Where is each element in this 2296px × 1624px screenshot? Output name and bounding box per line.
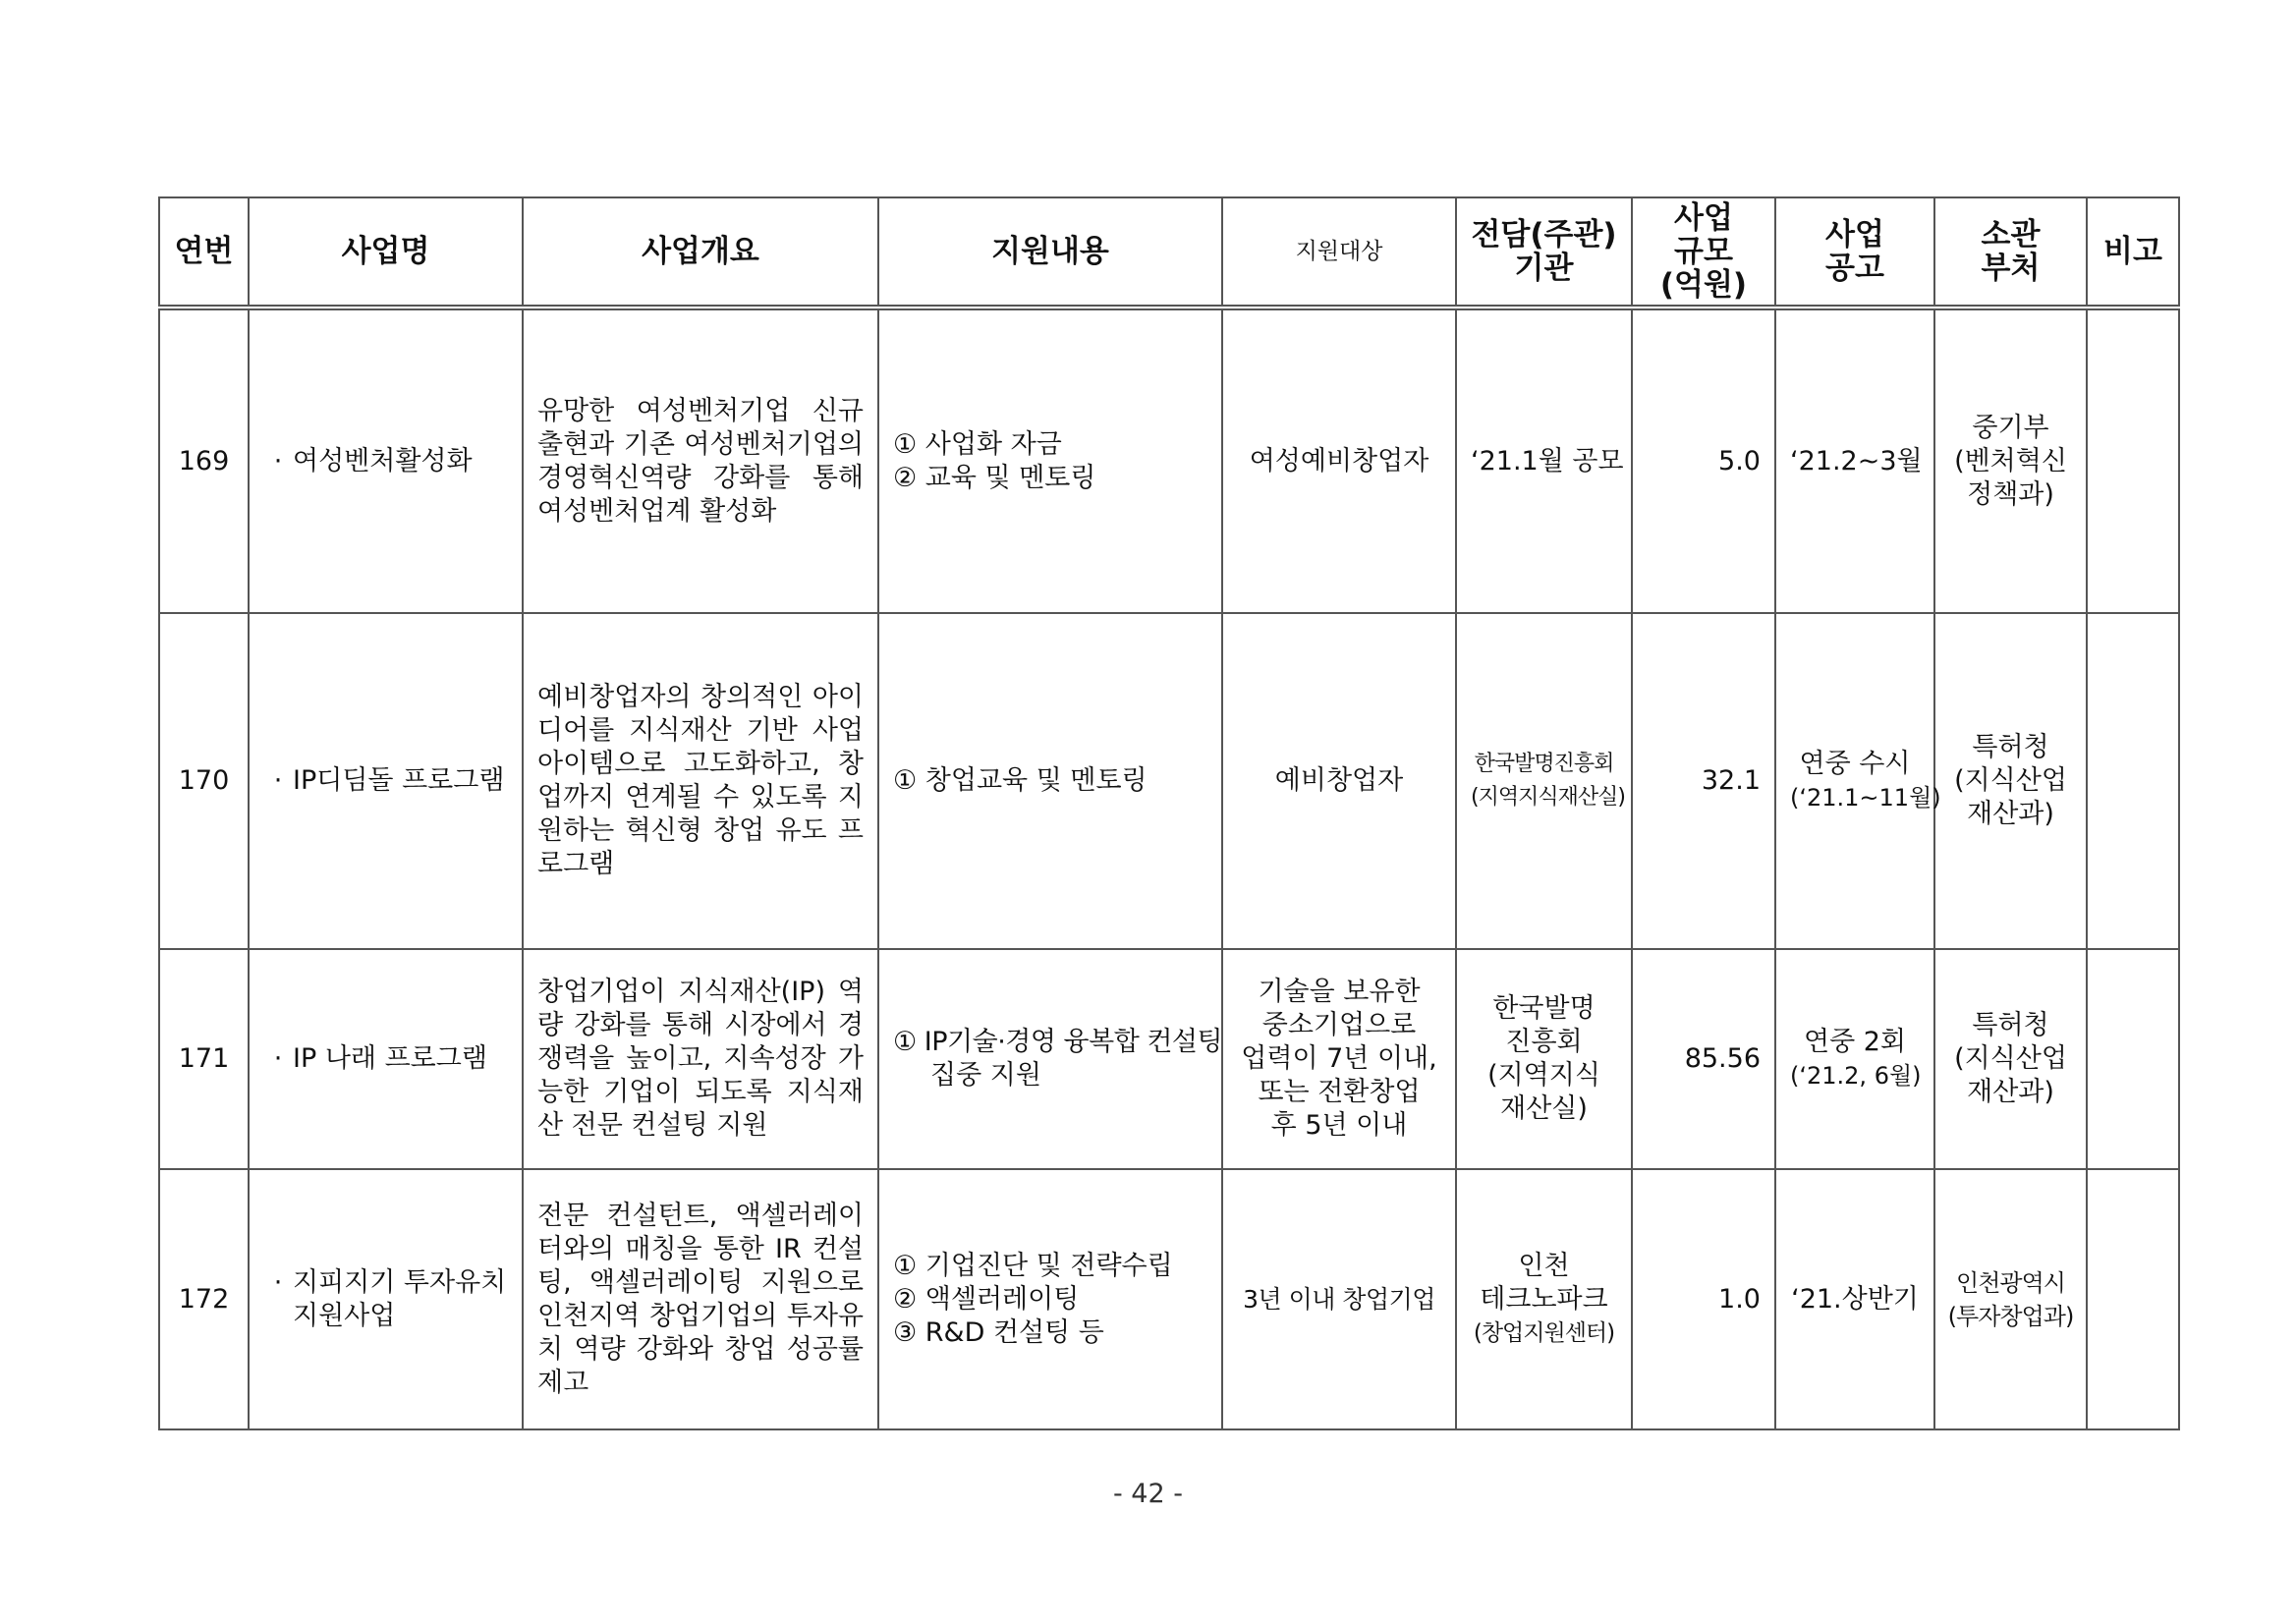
row-support [878,1169,1222,1429]
row-ministry [1934,613,2087,949]
header-name: 사업명 [249,197,523,308]
agency-line: 테크노파크 [1480,1283,1608,1315]
announcement-line: ‘21.2~3월 [1790,445,1923,476]
row-budget: 85.56 [1632,949,1775,1169]
announcement-line: 연중 수시 [1799,749,1911,779]
ministry-line: (지식산업 [1954,1043,2067,1074]
row-support [878,613,1222,949]
announcement-line: ‘21.상반기 [1791,1283,1919,1315]
support-item: ① 사업화 자금 [893,428,1062,460]
row-budget: 32.1 [1632,613,1775,949]
row-target [1222,949,1456,1169]
ministry-line: 특허청 [1972,1010,2049,1040]
row-ministry [1934,949,2087,1169]
ministry-line: 특허청 [1972,732,2049,762]
target-line: 후 5년 이내 [1270,1110,1408,1141]
ministry-line: (지식산업 [1954,765,2067,796]
row-name-text: 여성벤처활성화 [293,445,473,476]
row-announcement [1775,308,1934,613]
row-note [2087,308,2179,613]
row-announcement [1775,1169,1934,1429]
row-name: · IP디딤돌 프로그램 [249,613,523,949]
agency-line: 인천 [1518,1250,1570,1281]
ministry-line: 인천광역시 [1956,1268,2065,1297]
row-name-text: 지원사업 [293,1300,396,1331]
row-overview: 전문 컨설턴트, 액셀러레이터와의 매칭을 통한 IR 컨설팅, 액셀러레이팅 지원으로 인천지역 창업기업의 투자유치 역량 강화와 창업 성공률 제고 [523,1169,878,1429]
announcement-line: 연중 2회 [1803,1027,1906,1057]
row-target: 예비창업자 [1222,613,1456,949]
row-name-text: IP디딤돌 프로그램 [293,765,505,796]
support-item: ② 교육 및 멘토링 [893,462,1096,493]
row-overview: 유망한 여성벤처기업 신규 출현과 기존 여성벤처기업의 경영혁신역량 강화를 통해 여성벤처업계 활성화 [523,308,878,613]
row-note [2087,613,2179,949]
program-table [158,196,2180,1430]
header-budget: 사업 규모 (억원) [1632,197,1775,308]
support-item: ② 액셀러레이팅 [893,1283,1080,1315]
ministry-line: 정책과) [1967,478,2054,510]
agency-line: (지역지식 [1487,1060,1600,1091]
row-overview: 창업기업이 지식재산(IP) 역량 강화를 통해 시장에서 경쟁력을 높이고, 지속성장 가능한 기업이 되도록 지식재산 전문 컨설팅 지원 [523,949,878,1169]
row-note [2087,1169,2179,1429]
ministry-line: 중기부 [1972,412,2049,443]
header-ministry: 소관 부처 [1934,197,2087,308]
row-support [878,949,1222,1169]
agency-line: 한국발명 [1492,993,1596,1024]
agency-line: 한국발명진흥회 [1474,752,1614,776]
row-no: 172 [159,1169,249,1429]
row-budget: 5.0 [1632,308,1775,613]
row-ministry [1934,308,2087,613]
target-line: 또는 전환창업 [1258,1077,1421,1107]
header-target: 지원대상 [1222,197,1456,308]
agency-line: (지역지식재산실) [1471,785,1625,810]
row-agency [1456,949,1632,1169]
header-agency: 전담(주관) 기관 [1456,197,1632,308]
support-item: 집중 지원 [930,1060,1041,1091]
row-agency [1456,308,1632,613]
row-no: 169 [159,308,249,613]
target-line: 업력이 7년 이내, [1241,1043,1437,1074]
support-item: ① IP기술·경영 융복합 컨설팅 [893,1027,1223,1057]
row-ministry [1934,1169,2087,1429]
support-item: ① 창업교육 및 멘토링 [893,765,1148,796]
header-note: 비고 [2087,197,2179,308]
row-name: · 지피지기 투자유치 지원사업 [249,1169,523,1429]
row-no: 171 [159,949,249,1169]
row-announcement [1775,949,1934,1169]
header-row [159,197,2179,308]
row-agency [1456,1169,1632,1429]
agency-line: ‘21.1월 공모 [1471,445,1624,476]
agency-line: 재산실) [1500,1093,1588,1124]
table-row [159,308,2179,613]
row-name-text: 지피지기 투자유치 [293,1266,507,1298]
table-row [159,1169,2179,1429]
ministry-line: 재산과) [1967,1077,2054,1107]
ministry-line: (투자창업과) [1947,1302,2074,1330]
row-agency [1456,613,1632,949]
page-number: - 42 - [1112,1479,1183,1509]
header-support: 지원내용 [878,197,1222,308]
row-name-text: IP 나래 프로그램 [293,1043,487,1074]
row-name: · IP 나래 프로그램 [249,949,523,1169]
row-name: · 여성벤처활성화 [249,308,523,613]
row-support [878,308,1222,613]
agency-line: (창업지원센터) [1473,1319,1615,1346]
table-row [159,949,2179,1169]
target-line: 중소기업으로 [1261,1010,1417,1040]
row-note [2087,949,2179,1169]
target-line: 기술을 보유한 [1258,977,1421,1007]
support-item: ③ R&D 컨설팅 등 [893,1316,1104,1348]
announcement-line: (‘21.2, 6월) [1790,1062,1922,1090]
agency-line: 진흥회 [1505,1027,1583,1057]
row-announcement [1775,613,1941,949]
header-no: 연번 [159,197,249,308]
row-target: 여성예비창업자 [1222,308,1456,613]
row-target: 3년 이내 창업기업 [1222,1169,1456,1429]
header-announcement: 사업 공고 [1775,197,1934,308]
ministry-line: (벤처혁신 [1954,445,2067,476]
announcement-line: (‘21.1~11월) [1790,784,1941,812]
header-overview: 사업개요 [523,197,878,308]
row-overview: 예비창업자의 창의적인 아이디어를 지식재산 기반 사업아이템으로 고도화하고, 창업까지 연계될 수 있도록 지원하는 혁신형 창업 유도 프로그램 [523,613,878,949]
ministry-line: 재산과) [1967,799,2054,829]
row-no: 170 [159,613,249,949]
table-row [159,613,2179,949]
row-budget: 1.0 [1632,1169,1775,1429]
support-item: ① 기업진단 및 전략수립 [893,1250,1173,1281]
